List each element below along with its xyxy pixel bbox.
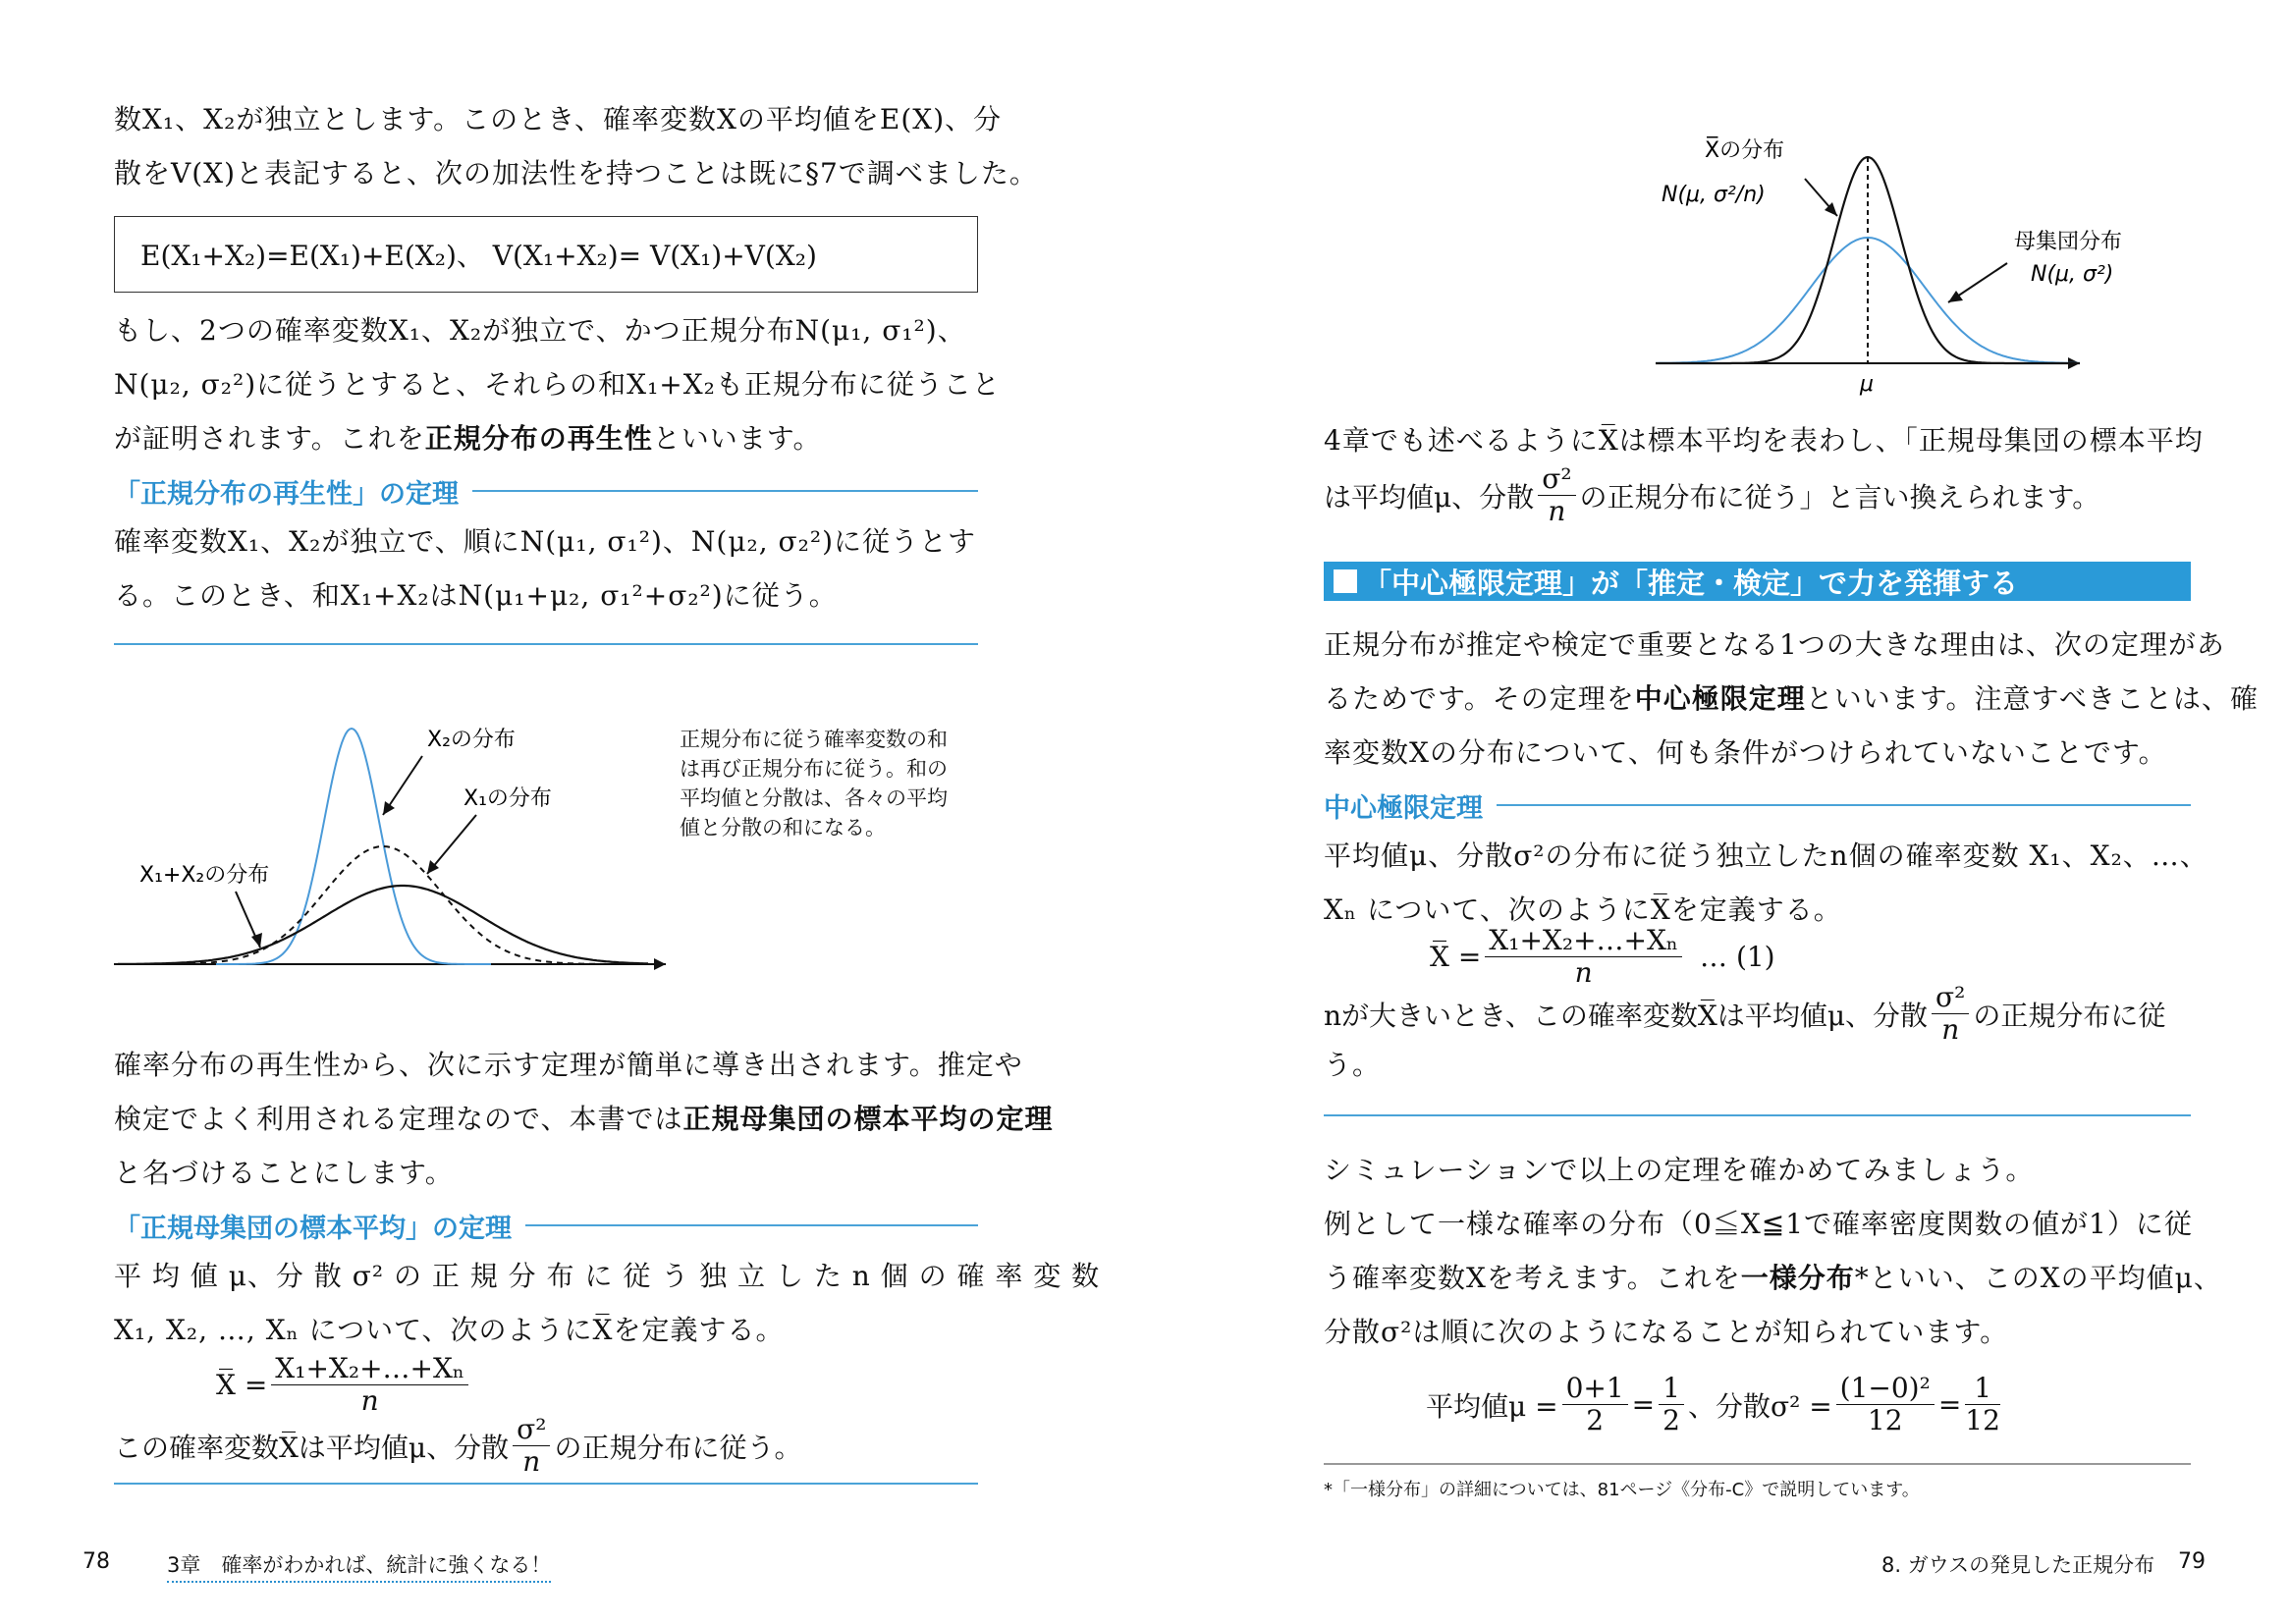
paragraph-line: と名づけることにします。 — [114, 1157, 454, 1189]
label-xbar-param: N(μ, σ²/n) — [1662, 183, 1766, 207]
paragraph-line: るためです。その定理を中心極限定理といいます。注意すべきことは、確 — [1324, 682, 2259, 715]
sum-distribution-figure — [98, 707, 687, 992]
theorem-line: う。 — [1324, 1049, 1382, 1081]
paragraph-line: う確率変数Xを考えます。これを一様分布*といい、このXの平均値μ、 — [1324, 1262, 2222, 1294]
xbar-definition: X̅ = $\frac{\text{X₁+X₂+…+Xₙ}}{n}$ — [216, 1353, 472, 1417]
term-clt: 中心極限定理 — [1634, 682, 1806, 715]
chapter-title: 3章 確率がわかれば、統計に強くなる！ — [167, 1549, 551, 1583]
section-title: 8. ガウスの発見した正規分布 — [1881, 1553, 2155, 1577]
paragraph-line: 確率分布の再生性から、次に示す定理が簡単に導き出されます。推定や — [114, 1049, 1023, 1081]
divider — [114, 643, 978, 645]
divider — [1324, 1114, 2191, 1116]
right-page — [1145, 0, 2289, 1624]
paragraph-line: 検定でよく利用される定理なので、本書では正規母集団の標本平均の定理 — [114, 1103, 1054, 1135]
paragraph-line: が証明されます。これを正規分布の再生性といいます。 — [114, 422, 822, 455]
paragraph-line: 率変数Xの分布について、何も条件がつけられていないことです。 — [1324, 736, 2167, 769]
theorem-line: 平 均 値 μ、分 散 σ² の 正 規 分 布 に 従 う 独 立 し た n 個 の 確 率 変 数 — [114, 1260, 1101, 1292]
paragraph-line: 例として一様な確率の分布（0≦X≦1で確率密度関数の値が1）に従 — [1324, 1208, 2193, 1240]
term-uniform: 一様分布 — [1740, 1262, 1855, 1294]
term-sample-mean-theorem: 正規母集団の標本平均の定理 — [682, 1103, 1054, 1135]
label-x1: X₁の分布 — [463, 786, 552, 811]
additivity-formula-box: E(X₁+X₂)=E(X₁)+E(X₂)、 V(X₁+X₂)= V(X₁)+V(X₂) — [114, 216, 978, 293]
x-axis-arrow — [654, 958, 666, 970]
paragraph-line: 分散σ²は順に次のようになることが知られています。 — [1324, 1316, 2009, 1348]
theorem-line: この確率変数X̅は平均値μ、分散 $\frac{\text{σ²}}{n}$ の正規分布に従う。 — [114, 1413, 802, 1478]
theorem-heading: 「正規分布の再生性」の定理 — [114, 471, 978, 511]
theorem-line: 確率変数X₁、X₂が独立で、順にN(μ₁, σ₁²)、N(μ₂, σ₂²)に従うとす — [114, 525, 977, 558]
theorem-line: Xₙ について、次のようにX̅を定義する。 — [1324, 893, 1842, 926]
paragraph-line: 散をV(X)と表記すると、次の加法性を持つことは既に§7で調べました。 — [114, 157, 1038, 189]
label-pop-title: 母集団分布 — [2014, 230, 2123, 254]
page-number: 79 — [2178, 1549, 2206, 1574]
sample-mean-distribution-figure — [1479, 118, 2123, 403]
theorem-line: nが大きいとき、この確率変数X̅は平均値μ、分散 $\frac{\text{σ²}}{n}$ の正規分布に従 — [1324, 981, 2166, 1046]
paragraph-line: は平均値μ、分散 $\frac{\text{σ²}}{n}$ の正規分布に従う」と言い換えられます。 — [1324, 462, 2100, 527]
axis-mu: μ — [1860, 372, 1874, 397]
theorem-heading: 「正規母集団の標本平均」の定理 — [114, 1206, 978, 1245]
paragraph-line: 4章でも述べるようにX̅は標本平均を表わし、「正規母集団の標本平均 — [1324, 424, 2204, 457]
theorem-heading: 中心極限定理 — [1324, 785, 2191, 825]
label-x2: X₂の分布 — [427, 728, 516, 752]
left-page — [0, 0, 1144, 1624]
paragraph-line: N(μ₂, σ₂²)に従うとすると、それらの和X₁+X₂も正規分布に従うこと — [114, 368, 1001, 401]
term-reproductive-property: 正規分布の再生性 — [424, 422, 653, 455]
figure-note: 正規分布に従う確率変数の和 は再び正規分布に従う。和の 平均値と分散は、各々の平均 値と分散の和になる。 — [680, 728, 948, 839]
footnote: *「一様分布」の詳細については、81ページ《分布-C》で説明しています。 — [1324, 1480, 1920, 1500]
label-sum: X₁+X₂の分布 — [139, 863, 270, 888]
paragraph-line: もし、2つの確率変数X₁、X₂が独立で、かつ正規分布N(μ₁, σ₁²)、 — [114, 314, 966, 347]
uniform-mean-variance: 平均値μ = $\frac{0+1}{2}$ = $\frac{1}{2}$ 、分散σ² = $\frac{\text{(1−0)²}}{12}$ = $\frac{1}{12}$ — [1426, 1372, 2000, 1436]
footnote-divider — [1324, 1463, 2191, 1465]
page-number: 78 — [82, 1549, 110, 1574]
theorem-line: X₁, X₂, …, Xₙ について、次のようにX̅を定義する。 — [114, 1314, 785, 1346]
section-banner: 「中心極限定理」が「推定・検定」で力を発揮する — [1324, 562, 2191, 601]
square-icon — [1334, 569, 1357, 593]
paragraph-line: 数X₁、X₂が独立とします。このとき、確率変数Xの平均値をE(X)、分 — [114, 103, 1003, 135]
label-pop-param: N(μ, σ²) — [2031, 262, 2114, 287]
paragraph-line: 正規分布が推定や検定で重要となる1つの大きな理由は、次の定理があ — [1324, 628, 2225, 661]
sum-distribution-curve — [118, 886, 648, 964]
paragraph-line: シミュレーションで以上の定理を確かめてみましょう。 — [1324, 1154, 2035, 1186]
xbar-definition: X̅ = $\frac{\text{X₁+X₂+…+Xₙ}}{n}$ … (1) — [1430, 924, 1775, 989]
label-xbar-title: X̅の分布 — [1705, 138, 1785, 163]
theorem-line: 平均値μ、分散σ²の分布に従う独立したn個の確率変数 X₁、X₂、…、 — [1324, 839, 2208, 872]
theorem-line: る。このとき、和X₁+X₂はN(μ₁+μ₂, σ₁²+σ₂²)に従う。 — [114, 579, 838, 612]
divider — [114, 1483, 978, 1485]
